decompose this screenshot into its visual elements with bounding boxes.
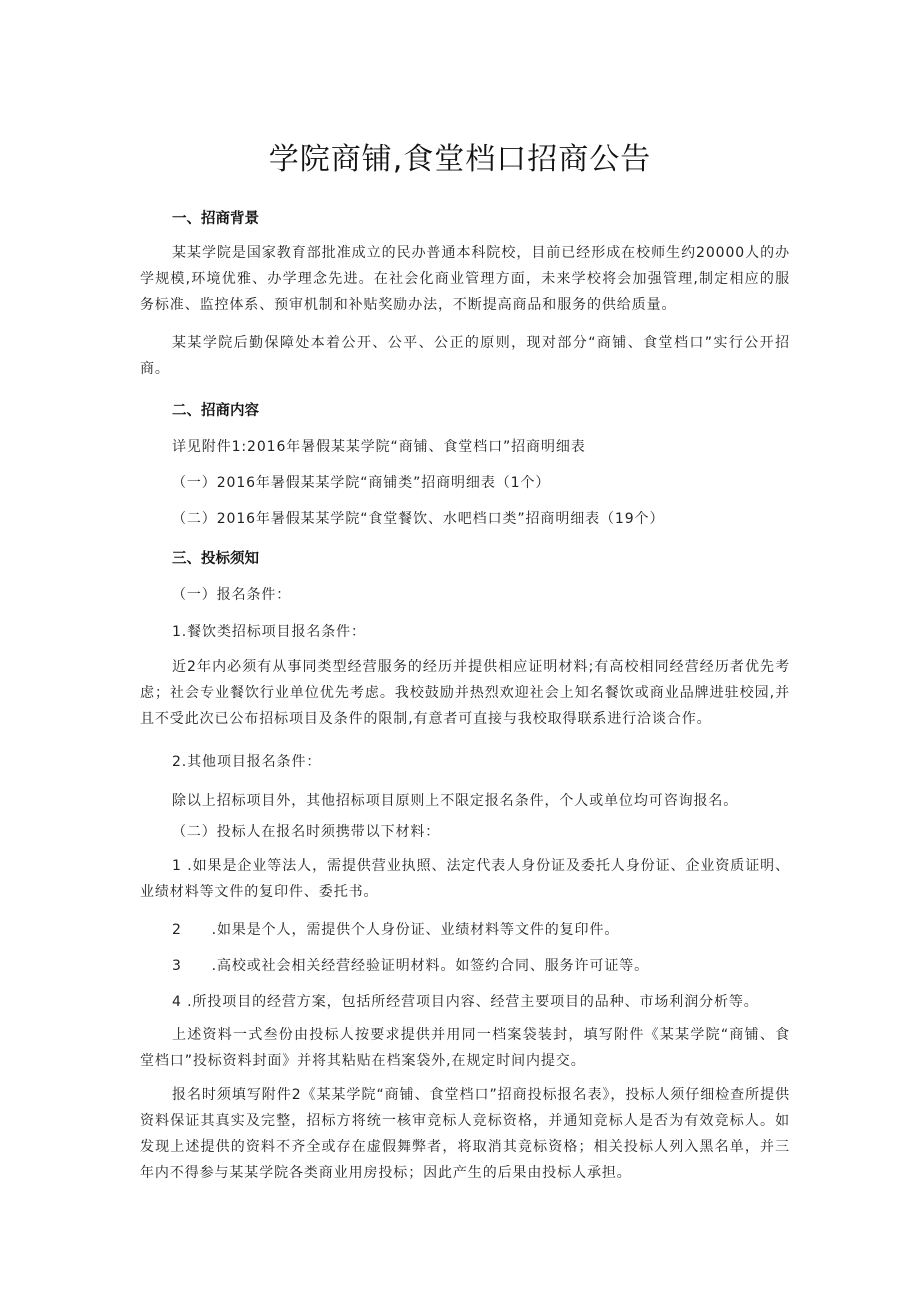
section-heading-bidding: 三、投标须知 <box>172 551 259 567</box>
paragraph-catering-conditions: 近2年内必须有从事同类型经营服务的经历并提供相应证明材料;有高校相同经营经历者优先考虑；社会专业餐饮行业单位优先考虑。我校鼓励并热烈欢迎社会上知名餐饮或商业品牌进驻校园,并且不受此次已公布招标项目及条件的限制,有意者可直接与我校取得联系进行洽谈合作。 <box>140 659 790 727</box>
subheading-registration-conditions: （一）报名条件： <box>172 587 292 603</box>
document-title: 学院商铺,食堂档口招商公告 <box>268 142 652 177</box>
paragraph-submission: 上述资料一式叁份由投标人按要求提供并用同一档案袋装封，填写附件《某某学院“商铺、食堂档口”投标资料封面》并将其粘贴在档案袋外,在规定时间内提交。 <box>140 1027 790 1069</box>
section-heading-content: 二、招商内容 <box>172 403 259 419</box>
material-item-2: 2 .如果是个人，需提供个人身份证、业绩材料等文件的复印件。 <box>172 922 620 938</box>
paragraph-registration-form: 报名时须填写附件2《某某学院“商铺、食堂档口”招商投标报名表》，投标人须仔细检查所提供资料保证其真实及完整，招标方将统一核审竞标人竞标资格，并通知竞标人是否为有效竞标人。如发现上述提供的资料不齐全或存在虚假舞弊者，将取消其竞标资格；相关投标人列入黑名单，并三年内不得参与某某学院各类商业用房投标；因此产生的后果由投标人承担。 <box>140 1087 790 1181</box>
material-item-4: 4 .所投项目的经营方案，包括所经营项目内容、经营主要项目的品种、市场利润分析等。 <box>172 994 759 1010</box>
material-item-3: 3 .高校或社会相关经营经验证明材料。如签约合同、服务许可证等。 <box>172 958 650 974</box>
paragraph-background-2: 某某学院后勤保障处本着公开、公平、公正的原则，现对部分“商铺、食堂档口”实行公开招商。 <box>140 335 790 377</box>
content-line-shops: （一）2016年暑假某某学院“商铺类”招商明细表（1个） <box>172 475 551 491</box>
content-line-canteen: （二）2016年暑假某某学院“食堂餐饮、水吧档口类”招商明细表（19个） <box>172 511 665 527</box>
section-heading-background: 一、招商背景 <box>172 211 259 227</box>
paragraph-background-1: 某某学院是国家教育部批准成立的民办普通本科院校，目前已经形成在校师生约20000人的办学规模,环境优雅、办学理念先进。在社会化商业管理方面，未来学校将会加强管理,制定相应的服务标准、监控体系、预审机制和补贴奖励办法，不断提高商品和服务的供给质量。 <box>140 245 790 313</box>
content-line-attachment: 详见附件1:2016年暑假某某学院“商铺、食堂档口”招商明细表 <box>172 439 586 455</box>
subheading-required-materials: （二）投标人在报名时须携带以下材料： <box>172 824 441 840</box>
item-catering-title: 1.餐饮类招标项目报名条件： <box>172 624 366 640</box>
material-item-1: 1 .如果是企业等法人，需提供营业执照、法定代表人身份证及委托人身份证、企业资质证明、业绩材料等文件的复印件、委托书。 <box>140 858 790 900</box>
item-other-title: 2.其他项目报名条件： <box>172 754 322 770</box>
paragraph-other-conditions: 除以上招标项目外，其他招标项目原则上不限定报名条件，个人或单位均可咨询报名。 <box>172 793 739 809</box>
